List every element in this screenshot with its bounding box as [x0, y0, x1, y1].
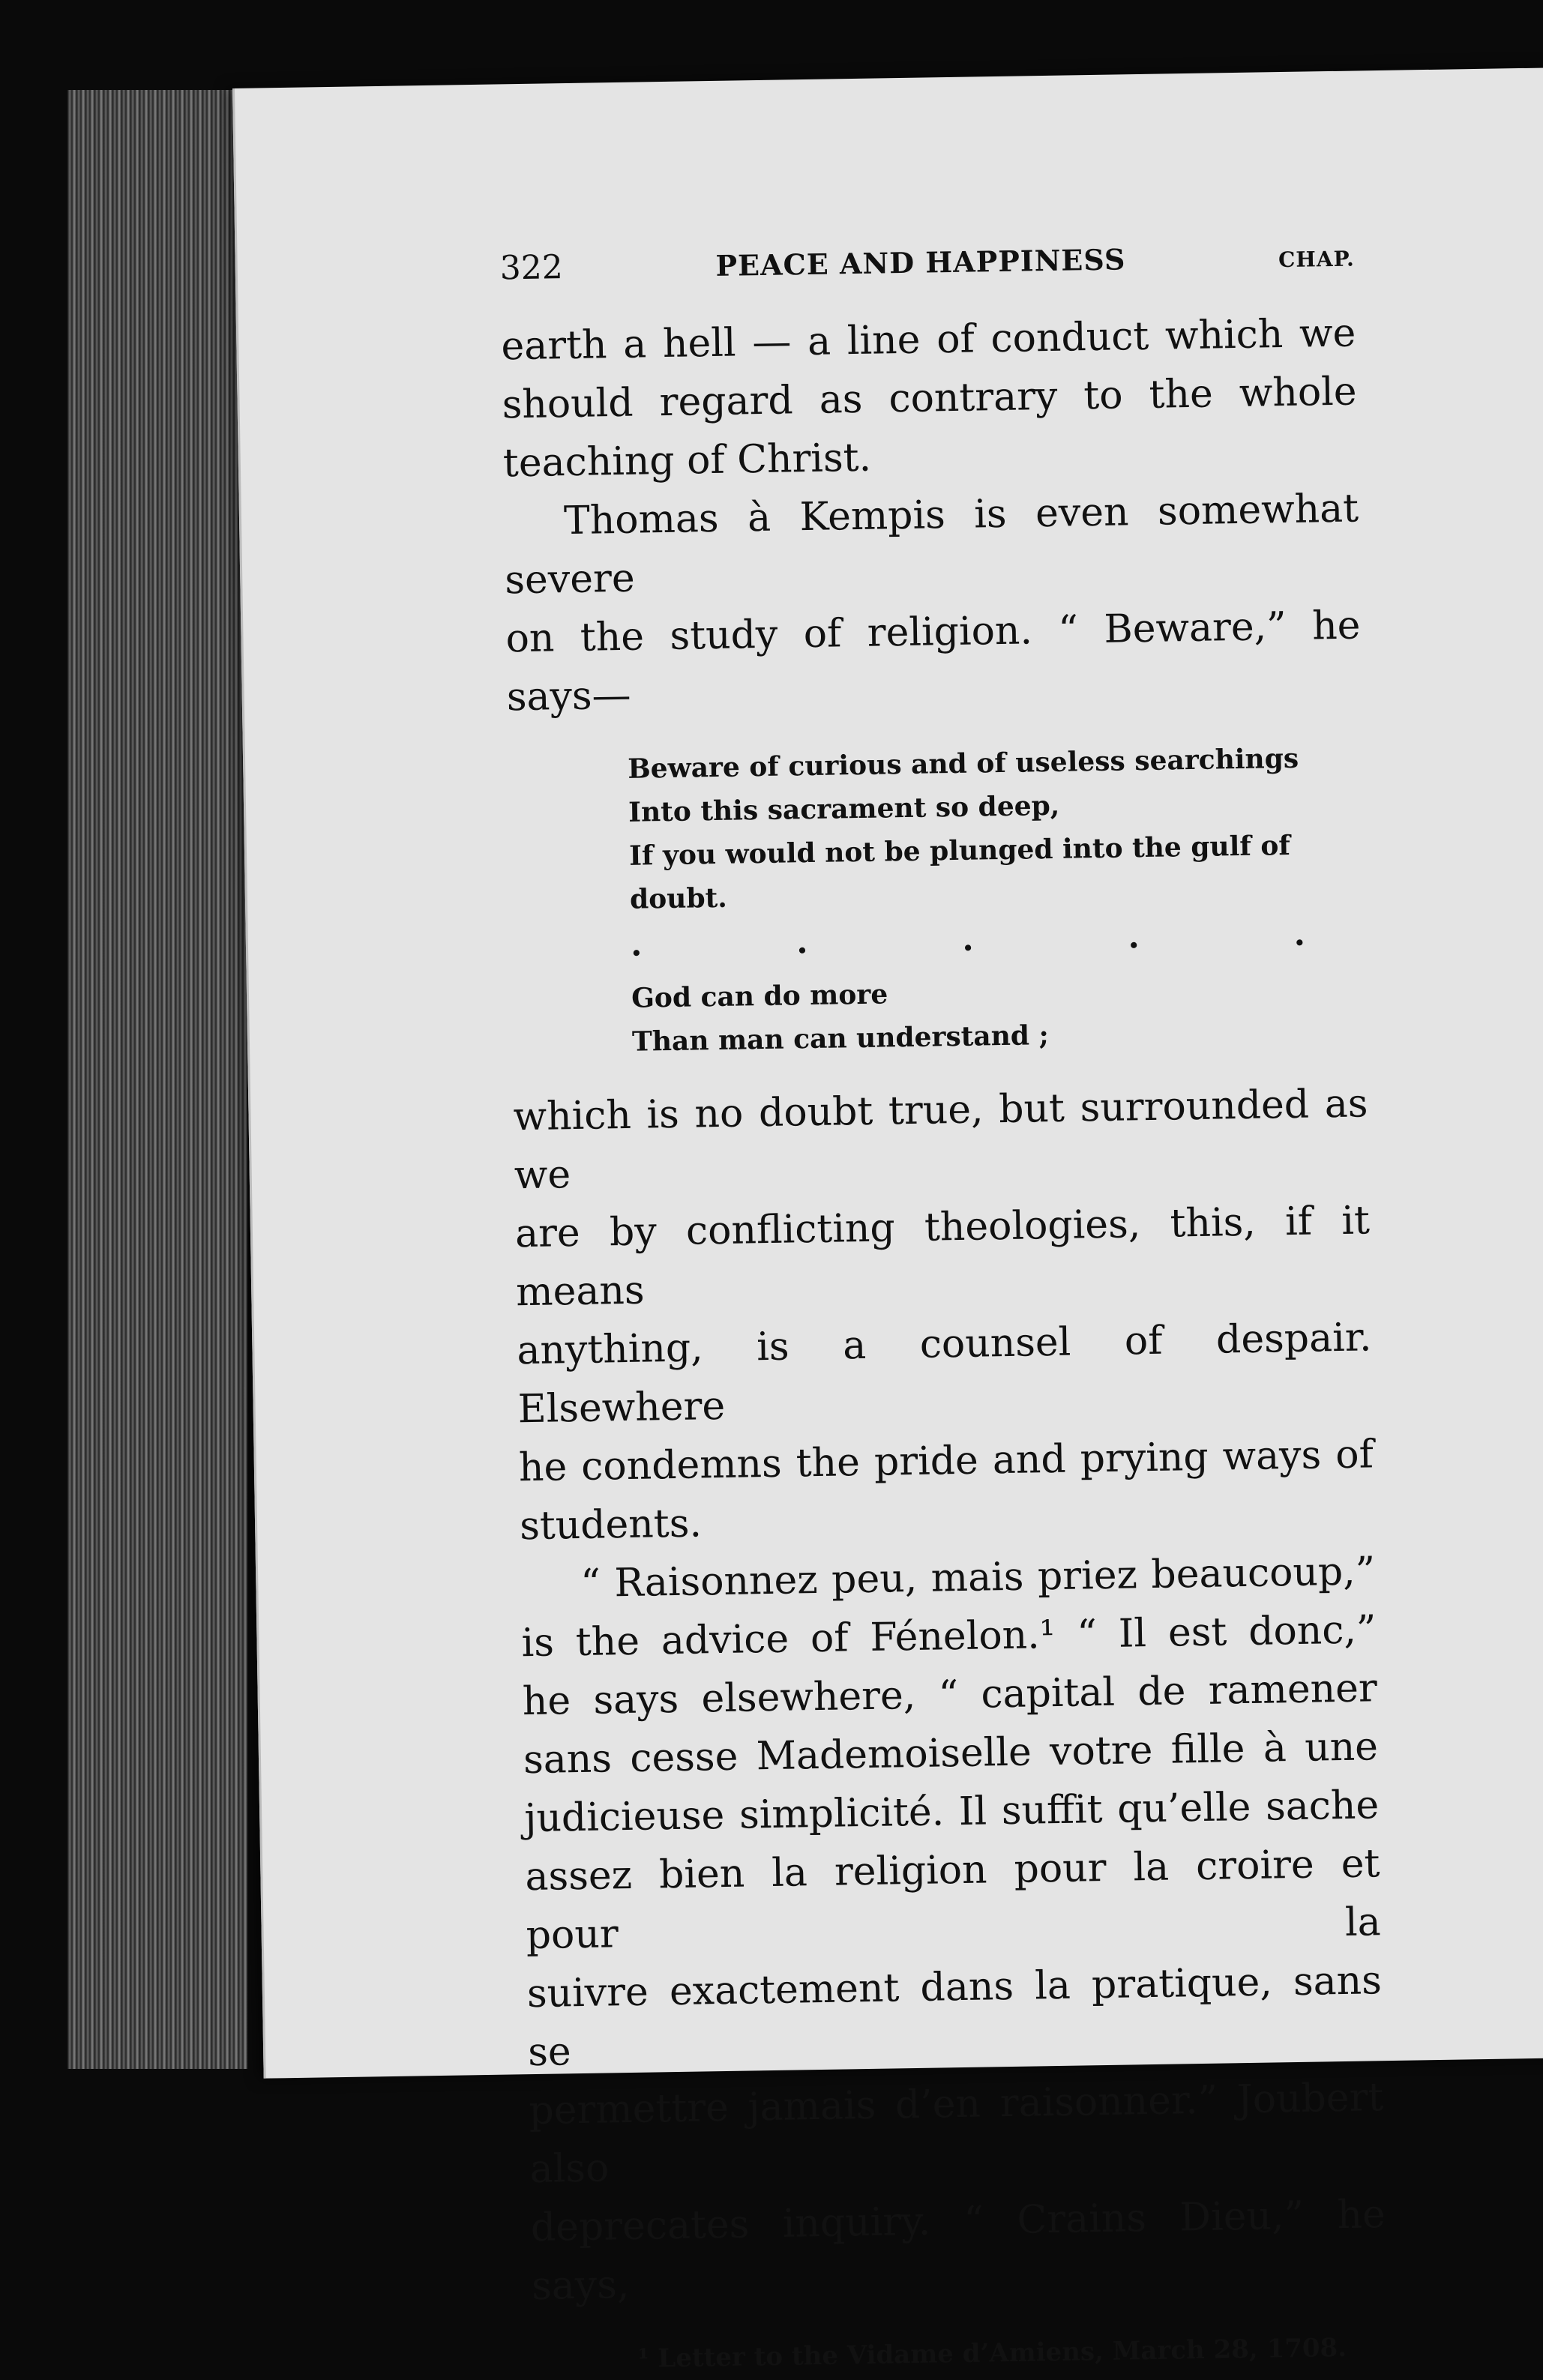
- dot: .: [1293, 915, 1306, 953]
- page-number: 322: [499, 248, 564, 288]
- page-content: [499, 236, 1387, 2376]
- text-line: Thomas à Kempis is even somewhat severe: [504, 486, 1359, 603]
- paragraph-1: [501, 304, 1359, 493]
- text-line: students.: [519, 1501, 703, 1549]
- paragraph-4: [520, 1542, 1387, 2316]
- page-header: [499, 236, 1355, 288]
- quote-line: If you would not be plunged into the gulf of doubt.: [628, 829, 1291, 915]
- running-title: PEACE AND HAPPINESS: [715, 242, 1126, 283]
- text-line: is the advice of Fénelon.¹ “ Il est donc,”: [521, 1607, 1377, 1666]
- text-line: deprecates inquiry. “ Crains Dieu,” he says,: [530, 2192, 1386, 2310]
- ellipsis-dots: [630, 915, 1306, 964]
- quote-line: God can do more: [631, 978, 888, 1014]
- text-line: judicieuse simplicité. Il suffit qu’elle sache: [523, 1783, 1380, 1842]
- block-quote: [628, 735, 1368, 1063]
- text-line: which is no doubt true, but surrounded as we: [513, 1081, 1368, 1199]
- text-line: teaching of Christ.: [502, 435, 872, 486]
- text-line: “ Raisonnez peu, mais priez beaucoup,”: [580, 1549, 1376, 1606]
- quote-line: Beware of curious and of useless searchings: [627, 742, 1299, 785]
- text-line: on the study of religion. “ Beware,” he says—: [505, 603, 1361, 720]
- text-line: permettre jamais d’en raisonner.” Joubert also: [528, 2075, 1384, 2193]
- text-line: assez bien la religion pour la croire et pour la: [525, 1841, 1382, 1959]
- dot: .: [1127, 918, 1140, 956]
- text-line: should regard as contrary to the whole: [502, 369, 1358, 428]
- dot: .: [961, 920, 974, 959]
- text-line: anything, is a counsel of despair. Elsewhere: [517, 1315, 1372, 1432]
- dot: .: [630, 925, 643, 964]
- text-line: he condemns the pride and prying ways of: [518, 1432, 1374, 1491]
- text-line: suivre exactement dans la pratique, sans se: [526, 1958, 1383, 2076]
- book-page-edges: [67, 90, 247, 2069]
- quote-line: Into this sacrament so deep,: [628, 789, 1060, 828]
- text-line: sans cesse Mademoiselle votre fille à une: [523, 1724, 1379, 1783]
- paragraph-2: [504, 479, 1362, 726]
- book-page: [232, 67, 1543, 2374]
- footnote: ¹ Letter to the Vidame d’Amiens, March 28, 1708.: [637, 2333, 1347, 2374]
- text-line: are by conflicting theologies, this, if it means: [514, 1198, 1371, 1316]
- text-line: he says elsewhere, “ capital de ramener: [522, 1666, 1378, 1725]
- paragraph-3: [513, 1074, 1375, 1555]
- text-line: earth a hell — a line of conduct which we: [500, 310, 1356, 370]
- quote-line: Than man can understand ;: [631, 1019, 1050, 1058]
- dot: .: [795, 923, 808, 962]
- chapter-label: CHAP.: [1278, 246, 1355, 273]
